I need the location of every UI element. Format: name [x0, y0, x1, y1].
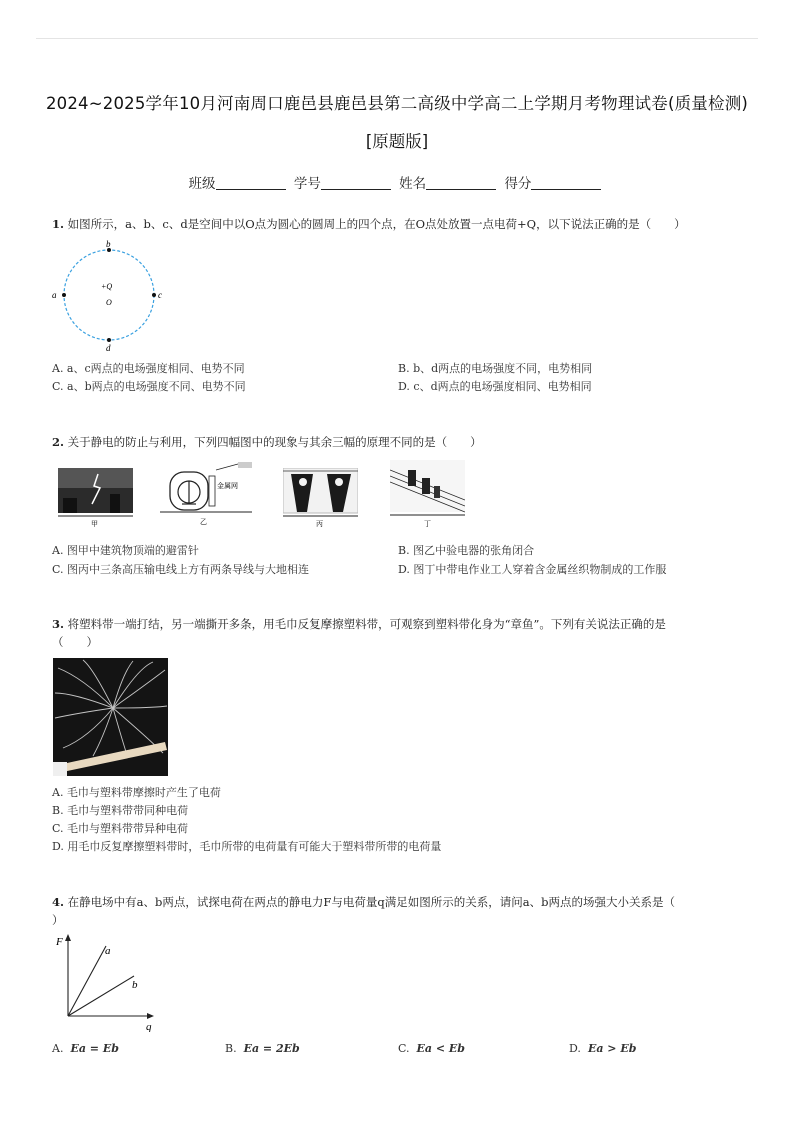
option-expression: Ea > Eb: [587, 1042, 637, 1055]
option-letter: C.: [398, 1042, 410, 1055]
q3-option-b[interactable]: B. 毛巾与塑料带带同种电荷: [52, 804, 189, 817]
option-expression: Ea = 2Eb: [243, 1042, 300, 1055]
q3-option-a[interactable]: A. 毛巾与塑料带摩擦时产生了电荷: [52, 786, 221, 799]
q1-circle-figure: [48, 238, 168, 353]
field-class-blank[interactable]: [216, 176, 286, 190]
option-expression: Ea < Eb: [416, 1042, 465, 1055]
label-metal-mesh: 金属网: [217, 482, 238, 490]
student-info-row: [0, 172, 794, 192]
point-c-dot: [152, 293, 156, 297]
question-stem-line1: 在静电场中有a、b两点，试探电荷在两点的静电力F与电荷量q满足如图所示的关系，请问a、b两点的场强大小关系是（: [67, 895, 675, 909]
caption-yi: 乙: [200, 518, 207, 526]
label-charge: +Q: [101, 282, 113, 291]
question-stem-line1: 将塑料带一端打结，另一端撕开多条，用毛巾反复摩擦塑料带，可观察到塑料带化身为“章鱼”。下列有关说法正确的是: [67, 617, 666, 631]
field-score-label: 得分: [504, 176, 532, 192]
q4-f-q-graph: [50, 932, 160, 1032]
field-score-blank[interactable]: [531, 176, 601, 190]
question-4: [52, 893, 762, 929]
q1-option-c[interactable]: C. a、b两点的电场强度不同、电势不同: [52, 380, 246, 393]
label-d: d: [106, 343, 111, 353]
y-axis-arrow: [65, 934, 71, 941]
question-number: 1.: [52, 217, 65, 231]
q1-option-d[interactable]: D. c、d两点的电场强度相同、电势相同: [398, 380, 592, 393]
q1-option-a[interactable]: A. a、c两点的电场强度相同、电势不同: [52, 362, 245, 375]
y-axis-label: F: [56, 936, 63, 948]
q4-option-d[interactable]: [569, 1042, 636, 1055]
q2-option-c[interactable]: C. 图丙中三条高压输电线上方有两条导线与大地相连: [52, 563, 310, 576]
q4-option-a[interactable]: [52, 1042, 119, 1055]
question-stem-line2: ）: [52, 913, 64, 927]
q3-option-c[interactable]: C. 毛巾与塑料带带异种电荷: [52, 822, 189, 835]
label-a: a: [52, 290, 57, 300]
question-stem-line2: （ ）: [52, 635, 98, 649]
field-id-label: 学号: [293, 176, 321, 192]
option-letter: D.: [569, 1042, 581, 1055]
option-letter: B.: [225, 1042, 237, 1055]
point-a-dot: [62, 293, 66, 297]
question-number: 3.: [52, 617, 65, 631]
label-c: c: [158, 290, 162, 300]
field-class-label: 班级: [188, 176, 216, 192]
caption-bing: 丙: [316, 520, 323, 528]
label-center: O: [106, 298, 112, 307]
dashed-circle: [64, 250, 154, 340]
q2-image-bing: [283, 468, 358, 528]
line-b-label: b: [132, 979, 138, 991]
x-axis-arrow: [147, 1013, 154, 1019]
exam-title: 2024~2025学年10月河南周口鹿邑县鹿邑县第二高级中学高二上学期月考物理试卷(质量检测): [45, 94, 749, 113]
line-b: [68, 976, 134, 1016]
q3-octopus-photo: [53, 658, 168, 776]
line-a: [68, 946, 106, 1016]
question-3: [52, 615, 752, 651]
q1-option-b[interactable]: B. b、d两点的电场强度不同，电势相同: [398, 362, 593, 375]
question-number: 2.: [52, 435, 65, 449]
line-a-label: a: [105, 945, 111, 957]
q2-option-d[interactable]: D. 图丁中带电作业工人穿着含金属丝织物制成的工作服: [398, 563, 667, 576]
top-divider: [36, 38, 758, 39]
q2-image-jia: [58, 468, 133, 528]
question-stem: 关于静电的防止与利用，下列四幅图中的现象与其余三幅的原理不同的是（ ）: [67, 435, 482, 449]
question-2: [52, 433, 482, 451]
question-1: [52, 215, 686, 233]
field-id-blank[interactable]: [321, 176, 391, 190]
exam-subtitle: [原题版]: [365, 132, 429, 151]
point-d-dot: [107, 338, 111, 342]
q2-option-a[interactable]: A. 图甲中建筑物顶端的避雷针: [52, 544, 199, 557]
question-stem: 如图所示，a、b、c、d是空间中以O点为圆心的圆周上的四个点，在O点处放置一点电荷+Q，以下说法正确的是（ ）: [67, 217, 686, 231]
field-name-label: 姓名: [399, 176, 427, 192]
question-number: 4.: [52, 895, 65, 909]
q2-option-b[interactable]: B. 图乙中验电器的张角闭合: [398, 544, 535, 557]
x-axis-label: q: [146, 1021, 152, 1032]
option-expression: Ea = Eb: [70, 1042, 119, 1055]
q2-image-yi: [160, 462, 252, 528]
label-b: b: [106, 239, 111, 249]
q2-image-ding: [390, 460, 465, 528]
option-letter: A.: [52, 1042, 64, 1055]
q3-option-d[interactable]: D. 用毛巾反复摩擦塑料带时，毛巾所带的电荷量有可能大于塑料带所带的电荷量: [52, 840, 442, 853]
caption-ding: 丁: [424, 520, 431, 528]
caption-jia: 甲: [91, 520, 98, 528]
field-name-blank[interactable]: [426, 176, 496, 190]
q4-option-c[interactable]: [398, 1042, 465, 1055]
q4-option-b[interactable]: [225, 1042, 300, 1055]
